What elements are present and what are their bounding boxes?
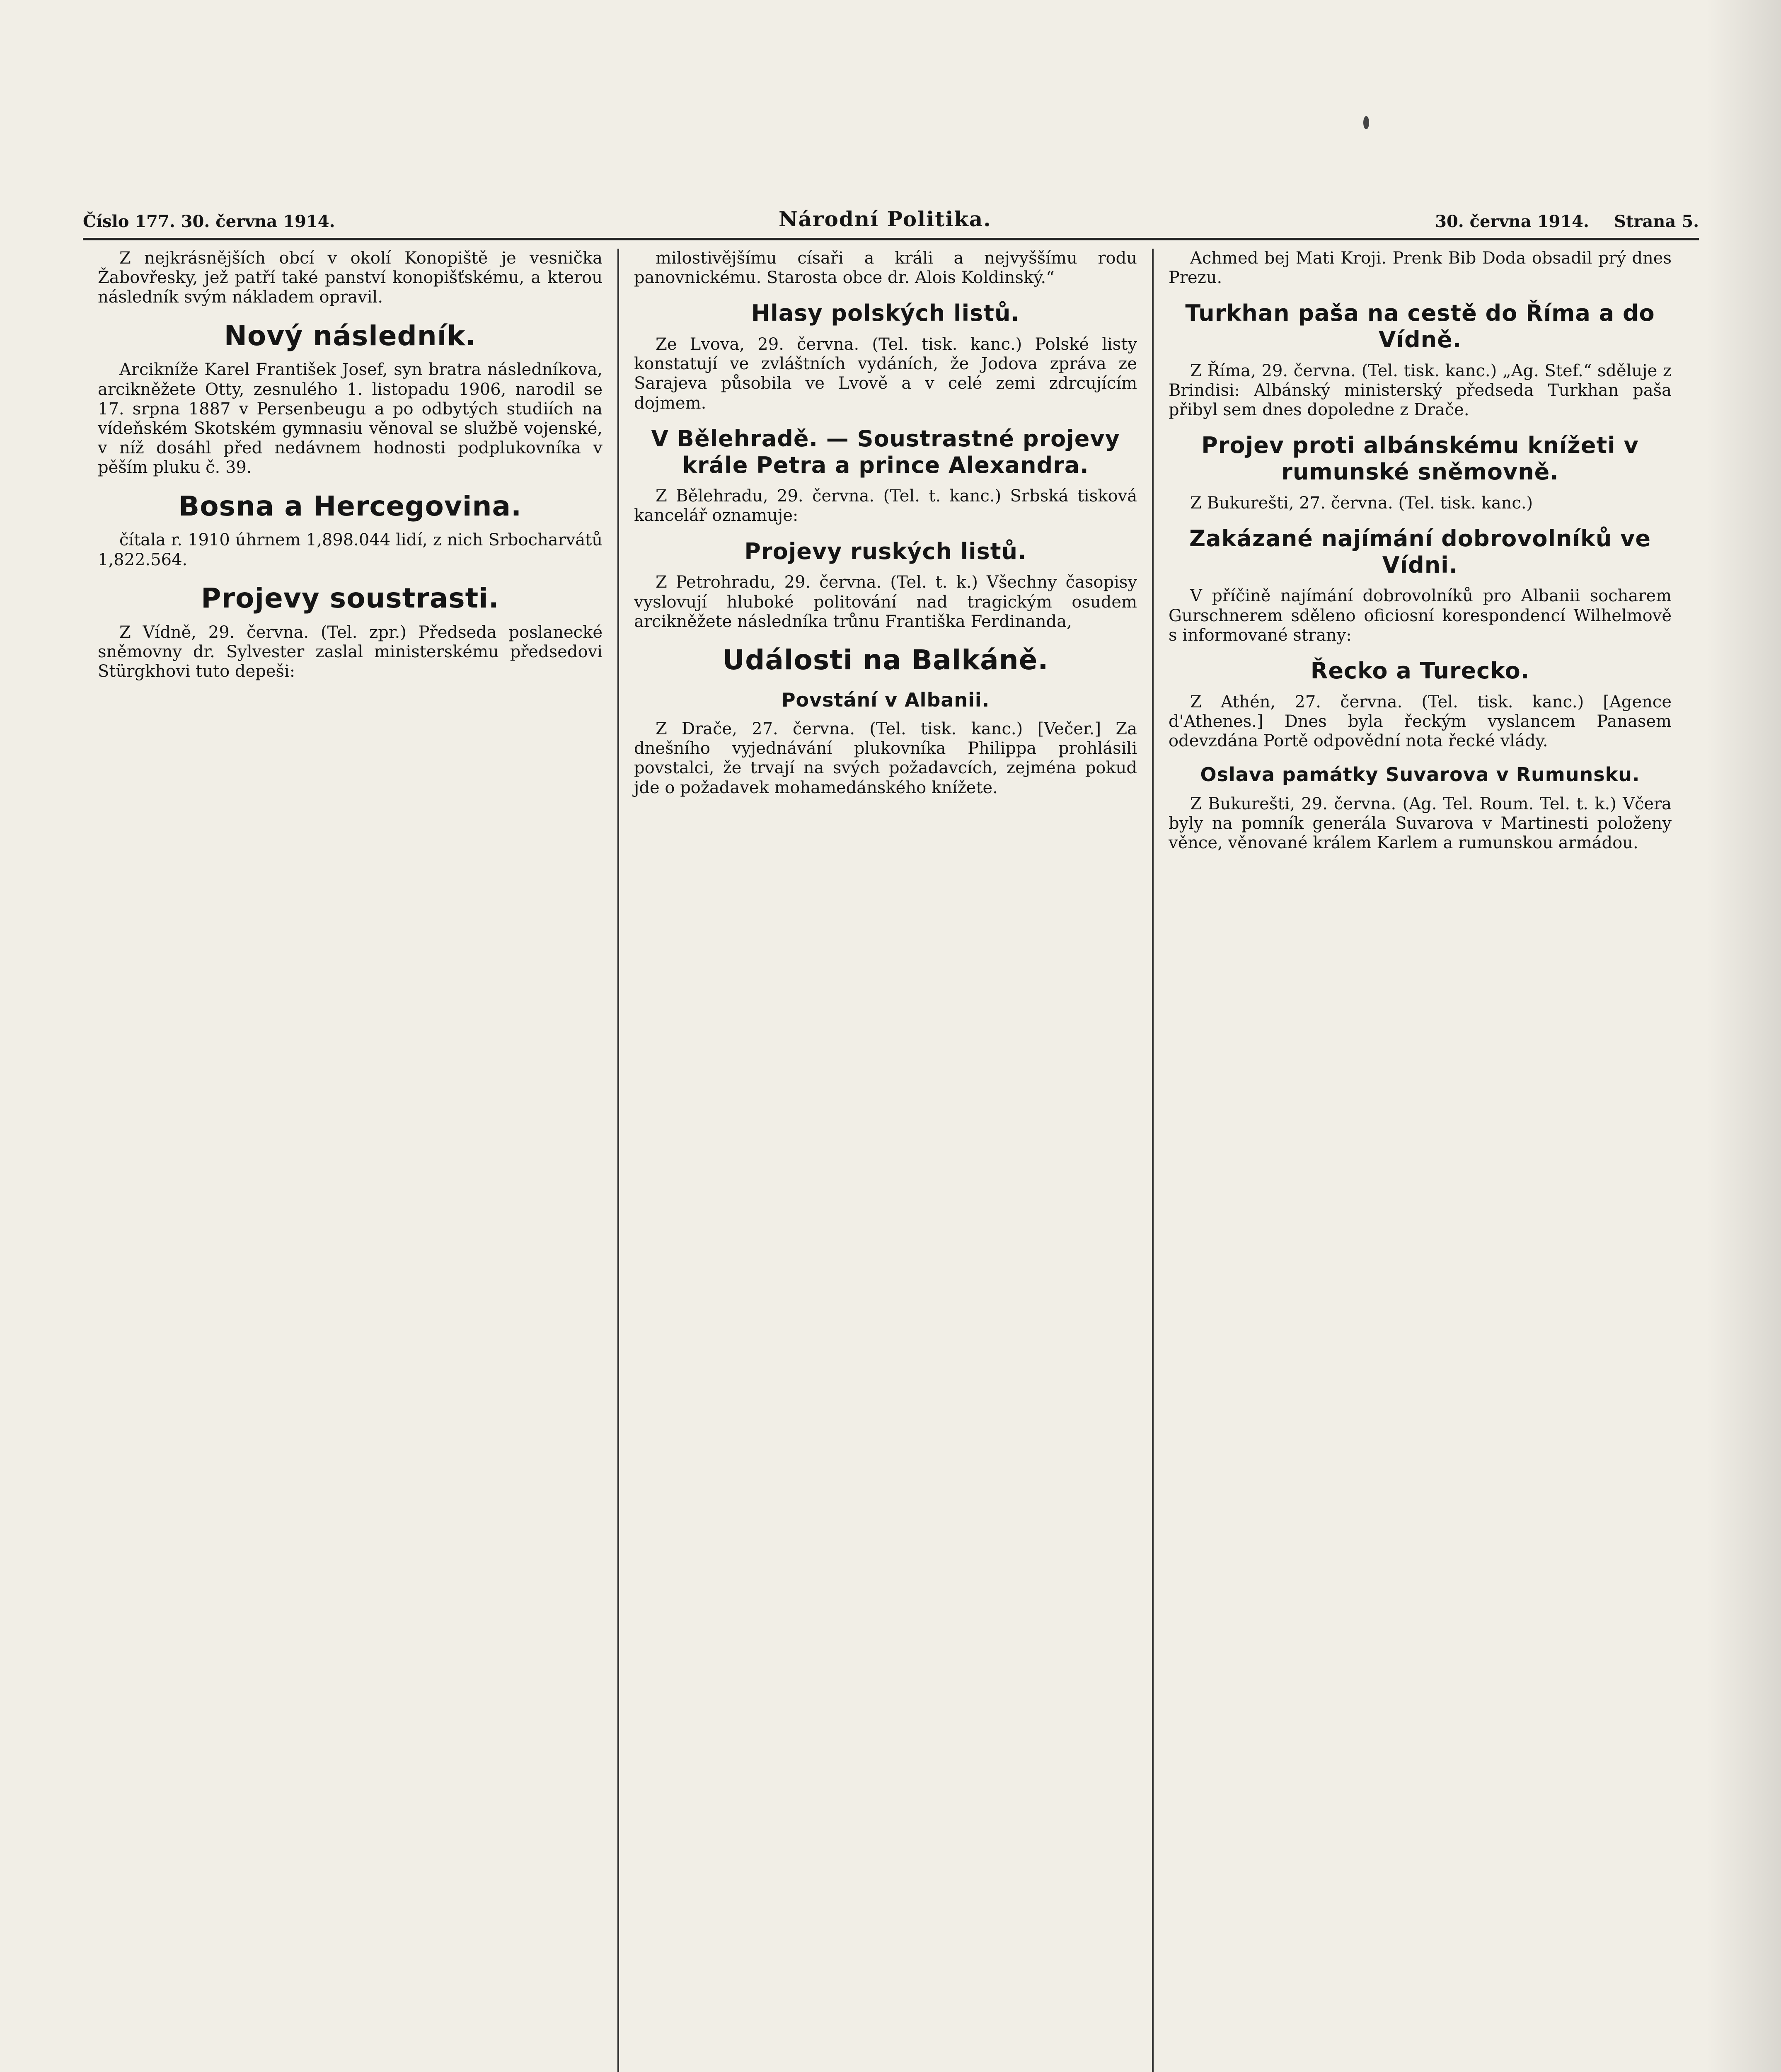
heading-najimani-dobrovolniku: Zakázané najímání dobrovolníků ve Vídni.: [1189, 525, 1651, 578]
paragraph: Z Athén, 27. června. (Tel. tisk. kanc.) [Agence d'Athenes.] Dnes byla řeckým vyslancem Panasem odevzdána Portě odpovědní nota řecké vlády.: [1169, 692, 1672, 751]
heading-v-belehrade: V Bělehradě. — Soustrastné projevy krále Petra a prince Alexandra.: [651, 425, 1120, 478]
paragraph: Z Vídně, 29. června. (Tel. zpr.) Předseda poslanecké sněmovny dr. Sylvester zaslal ministerskému předsedovi Stürgkhovi tuto depeši:: [98, 622, 603, 681]
paragraph: milostivějšímu císaři a králi a nejvyššímu rodu panovnickému. Starosta obce dr. Alois Koldinský.“: [634, 249, 1137, 288]
article-columns: [83, 249, 1699, 2072]
column-1: [83, 249, 617, 2072]
column-2: [617, 249, 1152, 2072]
heading-oslava-suvarova: Oslava památky Suvarova v Rumunsku.: [1200, 763, 1640, 786]
page-header: [83, 195, 1699, 240]
newspaper-page: [83, 195, 1699, 2072]
page-number: Strana 5.: [1614, 212, 1699, 231]
paragraph: Z Bukurešti, 29. června. (Ag. Tel. Roum. Tel. t. k.) Včera byly na pomník generála Suvarova v Martinesti položeny věnce, věnované králem Karlem a rumunskou armádou.: [1169, 794, 1672, 852]
heading-turkhan-pasa: Turkhan paša na cestě do Říma a do Vídně.: [1185, 300, 1655, 353]
paragraph: Z Bukurešti, 27. června. (Tel. tisk. kanc.): [1190, 493, 1533, 513]
paragraph: Z Bělehradu, 29. června. (Tel. t. kanc.) Srbská tisková kancelář oznamuje:: [634, 487, 1137, 525]
heading-udalosti-na-balkane: Události na Balkáně.: [722, 644, 1049, 676]
paragraph: Arcikníže Karel František Josef, syn bratra následníkova, arcikněžete Otty, zesnulého 1. listopadu 1906, narodil se 17. srpna 1887 v Persenbeugu a po odbytých studiích na vídeňském Skotském gymnasiu věnoval se službě vojenské, v níž dosáhl před nedávnem hodnosti podplukovníka v pěším pluku č. 39.: [98, 360, 603, 477]
heading-projevy-ruskych-listu: Projevy ruských listů.: [744, 538, 1027, 564]
heading-hlasy-polskych-listu: Hlasy polských listů.: [751, 300, 1020, 327]
heading-projev-proti-knizeti: Projev proti albánskému knížeti v rumunské sněmovně.: [1201, 432, 1639, 485]
paragraph: Z nejkrásnějších obcí v okolí Konopiště je vesnička Žabovřesky, jež patří také panství konopišťskému, a kterou následník svým nákladem opravil.: [98, 249, 603, 307]
heading-projevy-soustrasti: Projevy soustrasti.: [201, 582, 499, 614]
heading-bosna: Bosna a Hercegovina.: [178, 490, 522, 522]
issue-number: Číslo 177. 30. června 1914.: [83, 212, 335, 231]
paragraph: V příčině najímání dobrovolníků pro Albanii socharem Gurschnerem sděleno oficiosní korespondencí Wilhelmově s informované strany:: [1169, 586, 1672, 645]
issue-date: 30. června 1914.: [1435, 212, 1589, 231]
paragraph: Achmed bej Mati Kroji. Prenk Bib Doda obsadil prý dnes Prezu.: [1169, 249, 1672, 288]
paragraph: Z Petrohradu, 29. června. (Tel. t. k.) Všechny časopisy vyslovují hluboké politování nad tragickým osudem arcikněžete následníka trůnu Františka Ferdinanda,: [634, 573, 1137, 631]
heading-novy-naslednik: Nový následník.: [224, 320, 477, 352]
heading-recko-a-turecko: Řecko a Turecko.: [1310, 658, 1530, 684]
column-3: [1152, 249, 1687, 2072]
heading-povstani-v-albanii: Povstání v Albanii.: [781, 688, 990, 711]
header-right: [1435, 212, 1699, 231]
paragraph: Z Říma, 29. června. (Tel. tisk. kanc.) „Ag. Stef.“ sděluje z Brindisi: Albánský ministerský předseda Turkhan paša přibyl sem dnes dopoledne z Drače.: [1169, 361, 1672, 420]
paragraph: Z Drače, 27. června. (Tel. tisk. kanc.) [Večer.] Za dnešního vyjednávání plukovníka Philippa prohlásili povstalci, že trvají na svých požadavcích, zejména pokud jde o požadavek mohamedánského knížete.: [634, 719, 1137, 797]
paragraph: Ze Lvova, 29. června. (Tel. tisk. kanc.) Polské listy konstatují ve zvláštních vydáních, že Jodova zpráva ze Sarajeva působila ve Lvově a v celé zemi zdrcujícím dojmem.: [634, 335, 1137, 413]
ink-speck: [1363, 116, 1369, 129]
page-edge-shadow: [1706, 0, 1781, 2072]
masthead: Národní Politika.: [779, 207, 992, 231]
paragraph: čítala r. 1910 úhrnem 1,898.044 lidí, z nich Srbocharvátů 1,822.564.: [98, 530, 603, 569]
